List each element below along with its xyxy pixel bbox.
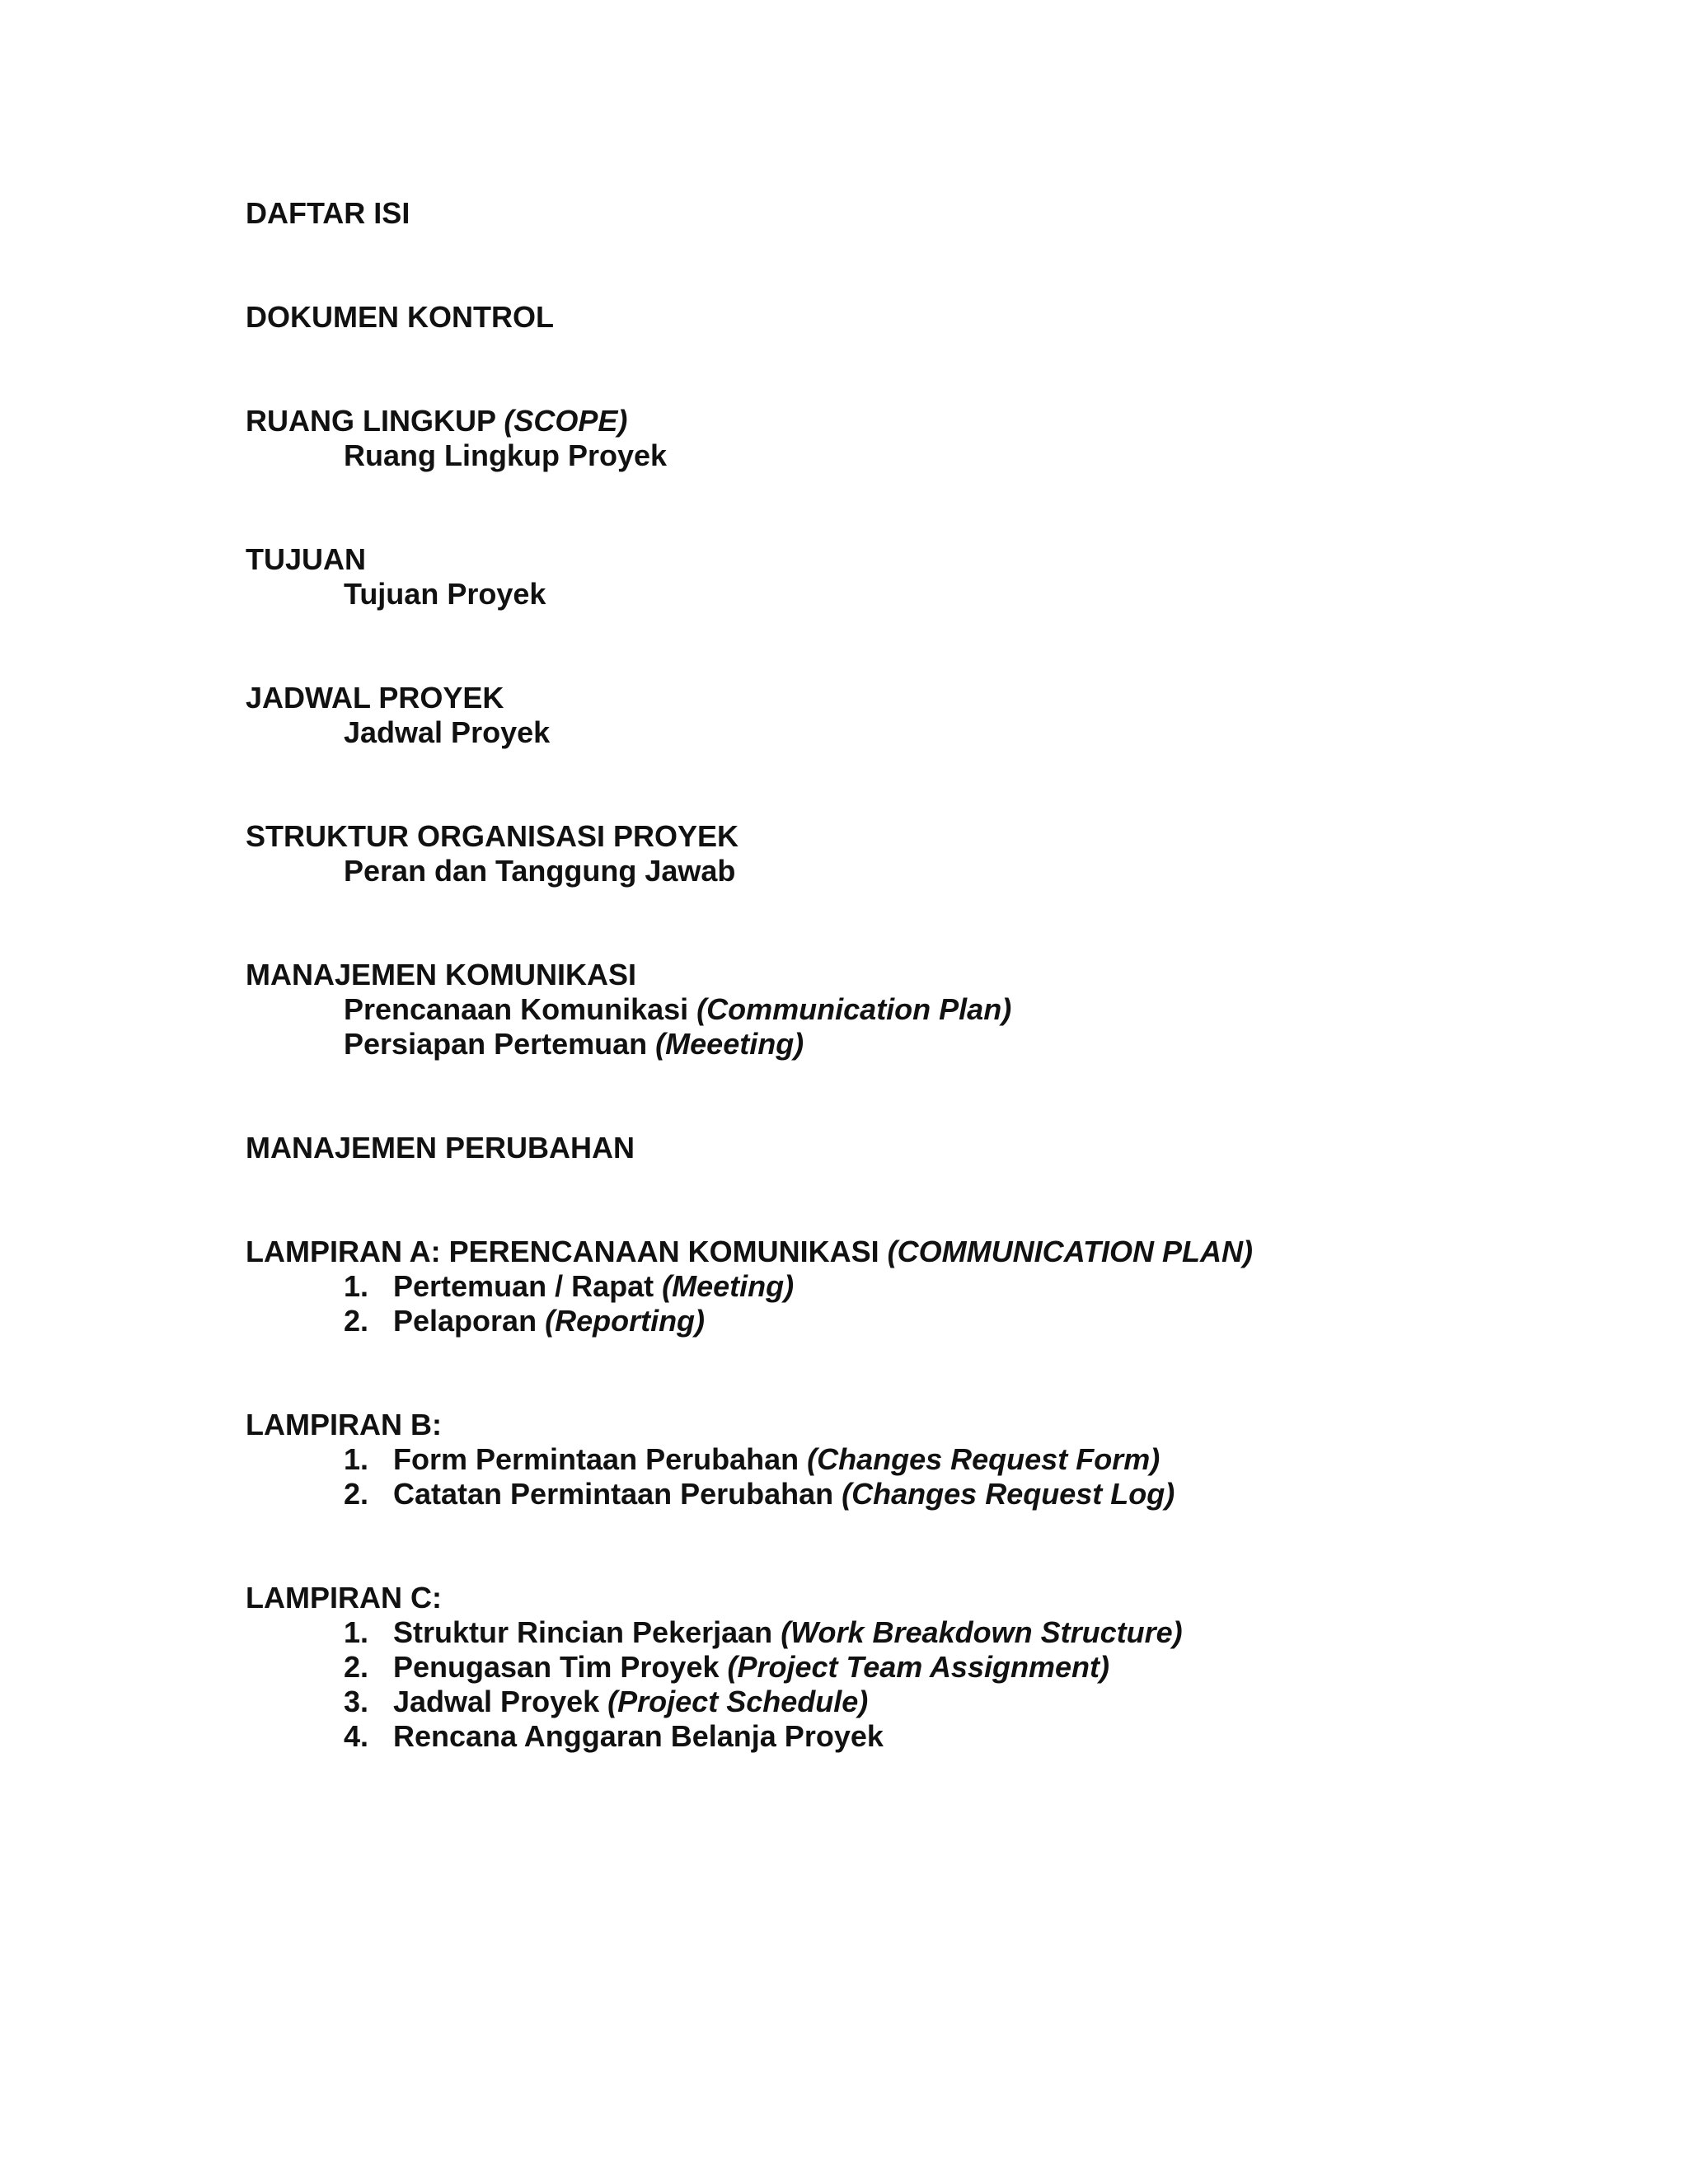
toc-entry: Persiapan Pertemuan (Meeeting): [344, 1027, 804, 1061]
section-heading: LAMPIRAN B:: [246, 1408, 442, 1441]
section-lampiran-c: [246, 1581, 1606, 1754]
section-struktur-organisasi: [246, 819, 1606, 888]
numbered-entry: 1. Form Permintaan Perubahan (Changes Request Form): [344, 1442, 1160, 1476]
numbered-entry: 2. Penugasan Tim Proyek (Project Team Assignment): [344, 1650, 1109, 1684]
toc-title-section: [246, 196, 1606, 231]
toc-entry: Tujuan Proyek: [344, 577, 546, 611]
section-lampiran-b: [246, 1408, 1606, 1511]
section-heading: DOKUMEN KONTROL: [246, 300, 554, 334]
section-heading: RUANG LINGKUP (SCOPE): [246, 404, 628, 438]
section-ruang-lingkup: [246, 404, 1606, 473]
section-heading: MANAJEMEN PERUBAHAN: [246, 1131, 635, 1165]
section-lampiran-a: [246, 1235, 1606, 1338]
section-manajemen-komunikasi: [246, 958, 1606, 1062]
section-jadwal-proyek: [246, 681, 1606, 750]
toc-entry: Ruang Lingkup Proyek: [344, 438, 668, 472]
numbered-entry: 2. Pelaporan (Reporting): [344, 1304, 706, 1338]
section-heading: LAMPIRAN A: PERENCANAAN KOMUNIKASI (COMMUNICATION PLAN): [246, 1235, 1253, 1268]
numbered-entry: 1. Struktur Rincian Pekerjaan (Work Breakdown Structure): [344, 1615, 1183, 1649]
numbered-entry: 3. Jadwal Proyek (Project Schedule): [344, 1685, 869, 1718]
numbered-entry: 2. Catatan Permintaan Perubahan (Changes Request Log): [344, 1477, 1175, 1511]
table-of-contents: [246, 196, 1606, 1754]
numbered-entry: 4. Rencana Anggaran Belanja Proyek: [344, 1719, 884, 1753]
section-heading: MANAJEMEN KOMUNIKASI: [246, 958, 637, 991]
toc-entry: Prencanaan Komunikasi (Communication Plan): [344, 992, 1012, 1026]
section-heading: STRUKTUR ORGANISASI PROYEK: [246, 819, 739, 853]
toc-entry: Jadwal Proyek: [344, 715, 551, 749]
section-heading: JADWAL PROYEK: [246, 681, 504, 715]
numbered-entry: 1. Pertemuan / Rapat (Meeting): [344, 1269, 795, 1303]
section-heading: LAMPIRAN C:: [246, 1581, 442, 1615]
toc-entry: Peran dan Tanggung Jawab: [344, 854, 736, 888]
section-heading: TUJUAN: [246, 542, 367, 576]
section-manajemen-perubahan: [246, 1131, 1606, 1165]
section-dokumen-kontrol: [246, 300, 1606, 335]
toc-title: DAFTAR ISI: [246, 196, 410, 230]
section-tujuan: [246, 542, 1606, 612]
